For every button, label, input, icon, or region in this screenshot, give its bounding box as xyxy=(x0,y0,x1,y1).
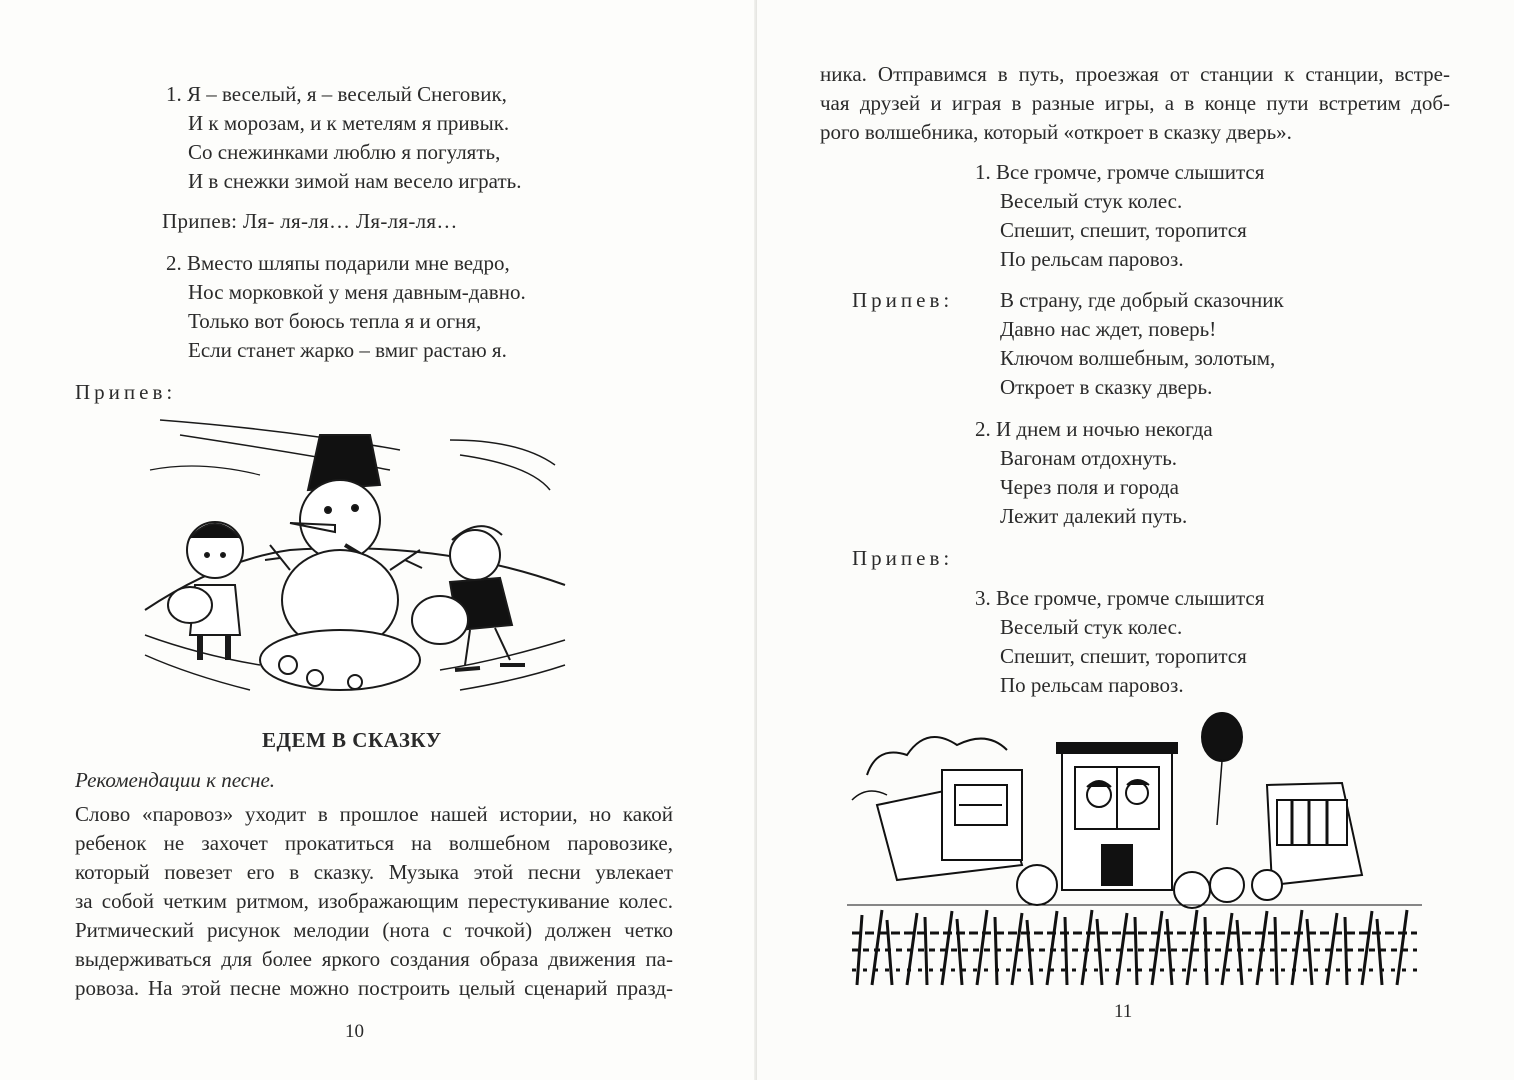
left-refrain-label: Припев: xyxy=(75,380,177,404)
section-title: ЕДЕМ В СКАЗКУ xyxy=(262,728,442,752)
right-verse1-line: По рельсам паровоз. xyxy=(1000,247,1184,271)
paragraph-line: ребенок не захочет прокатиться на волшебном паровозике, xyxy=(75,831,673,855)
right-refrain-line: Давно нас ждет, поверь! xyxy=(1000,317,1217,341)
paragraph-line: чая друзей и играя в разные игры, а в конце пути встретим доб- xyxy=(820,91,1450,115)
paragraph-line: ника. Отправимся в путь, проезжая от станции к станции, встре- xyxy=(820,62,1450,86)
page-number: 10 xyxy=(345,1021,364,1042)
paragraph-line: за собой четким ритмом, изображающим перестукивание колес. xyxy=(75,889,673,913)
right-verse2-line: Лежит далекий путь. xyxy=(1000,504,1188,528)
paragraph-line: который повезет его в сказку. Музыка этой песни увлекает xyxy=(75,860,673,884)
right-verse2-line: Через поля и города xyxy=(1000,475,1179,499)
left-verse1-line: 1. Я – веселый, я – веселый Снеговик, xyxy=(166,82,507,106)
paragraph-line: рого волшебника, который «откроет в сказку дверь». xyxy=(820,120,1292,144)
right-paragraph xyxy=(820,60,1450,147)
left-verse1-line: И в снежки зимой нам весело играть. xyxy=(188,169,522,193)
left-paragraph xyxy=(75,800,673,1003)
paragraph-line: Слово «паровоз» уходит в прошлое нашей истории, но какой xyxy=(75,802,673,826)
left-verse2-line: Нос морковкой у меня давным-давно. xyxy=(188,280,526,304)
right-verse3-line: По рельсам паровоз. xyxy=(1000,673,1184,697)
recommendation-subtitle: Рекомендации к песне. xyxy=(75,768,276,792)
page-number: 11 xyxy=(1114,1001,1133,1022)
left-verse2-line: Если станет жарко – вмиг растаю я. xyxy=(188,338,507,362)
right-verse3-line: Спешит, спешит, торопится xyxy=(1000,644,1247,668)
paragraph-line: выдерживаться для более яркого создания образа движения па- xyxy=(75,947,673,971)
right-verse2-line: 2. И днем и ночью некогда xyxy=(975,417,1213,441)
right-refrain-line: В страну, где добрый сказочник xyxy=(1000,288,1284,312)
right-refrain-label-2: Припев: xyxy=(852,546,954,570)
right-verse1-line: Спешит, спешит, торопится xyxy=(1000,218,1247,242)
train-icon xyxy=(847,705,1422,995)
paragraph-line: ровоза. На этой песне можно построить целый сценарий празд- xyxy=(75,976,673,1000)
paragraph-line: Ритмический рисунок мелодии (нота с точкой) должен четко xyxy=(75,918,673,942)
left-verse1-line: Со снежинками люблю я погулять, xyxy=(188,140,501,164)
right-verse3-line: Веселый стук колес. xyxy=(1000,615,1183,639)
left-verse2-line: 2. Вместо шляпы подарили мне ведро, xyxy=(166,251,510,275)
right-refrain-line: Откроет в сказку дверь. xyxy=(1000,375,1213,399)
right-refrain-label: Припев: xyxy=(852,288,954,312)
left-verse1-line: И к морозам, и к метелям я привык. xyxy=(188,111,510,135)
left-refrain-short: Припев: Ля- ля-ля… Ля-ля-ля… xyxy=(162,209,458,233)
right-refrain-line: Ключом волшебным, золотым, xyxy=(1000,346,1276,370)
left-verse2-line: Только вот боюсь тепла я и огня, xyxy=(188,309,482,333)
right-verse1-line: Веселый стук колес. xyxy=(1000,189,1183,213)
right-verse2-line: Вагонам отдохнуть. xyxy=(1000,446,1178,470)
snowman-children-icon xyxy=(140,410,570,695)
right-page xyxy=(757,0,1514,1080)
right-verse3-line: 3. Все громче, громче слышится xyxy=(975,586,1265,610)
right-verse1-line: 1. Все громче, громче слышится xyxy=(975,160,1265,184)
